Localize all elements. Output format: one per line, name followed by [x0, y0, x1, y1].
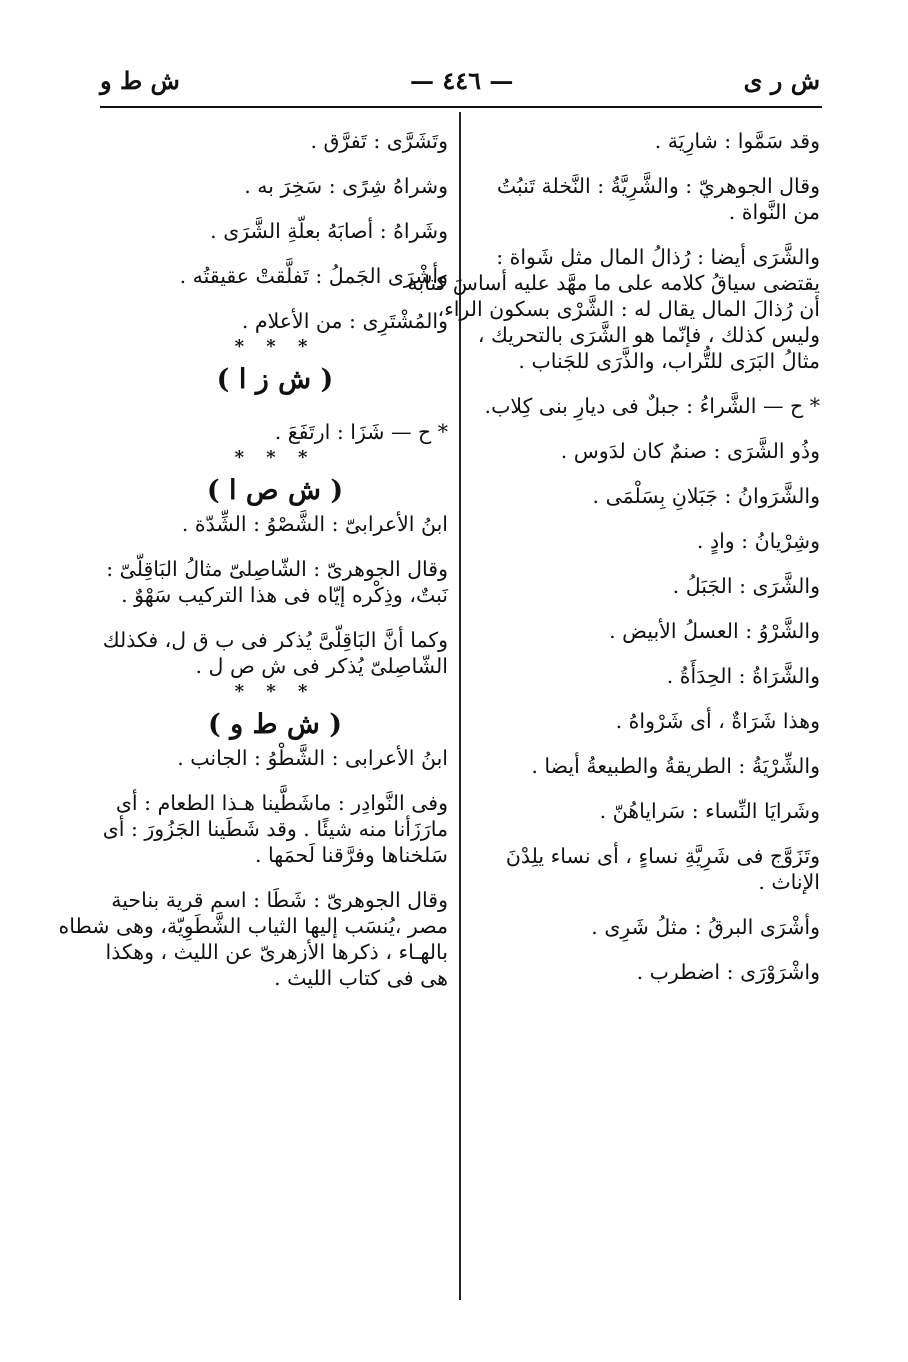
entry-line: مثالُ البَرَى للتُّراب، والذَّرَى للجَناب .	[518, 349, 820, 373]
entry-line: وفى النَّوادِر : ماشَطَّينا هـذا الطعام : أى	[115, 791, 448, 815]
entry-line: وكما أنَّ البَاقِلّىَّ يُذكر فى ب ق ل، فكذلك	[102, 628, 448, 652]
entry-line: نَبتٌ، وذِكْره إيّاه فى هذا التركيب سَهْوٌ .	[121, 583, 448, 607]
entry-line: وشراهُ شِرًى : سَخِرَ به .	[244, 174, 448, 198]
entry-line: والشِّرْيَةُ : الطريقةُ والطبيعةُ أيضا .	[531, 754, 820, 778]
header-root-left: ش ط و	[100, 65, 180, 95]
entry-line: وتَشَرَّى : تَفرَّق .	[310, 129, 448, 153]
entry-line: الإناث .	[758, 870, 820, 894]
entry-line: وقال الجوهرىّ : شَطَا : اسم قرية بناحية	[111, 888, 448, 912]
entry-line: واشْرَوْرَى : اضطرب .	[636, 960, 820, 984]
entry-line: وشَرايَا النِّساء : سَراياهُنّ .	[599, 799, 820, 823]
page-number: — ٤٤٦ —	[410, 65, 514, 95]
entry-line: ابنُ الأعرابىّ : الشَّصْوُ : الشِّدّة .	[181, 512, 448, 536]
entry-line: سَلخناها وفرَّقنا لَحمَها .	[254, 843, 448, 867]
entry-line: وأشْرَى الجَملُ : تَفلَّقتْ عقيقتُه .	[179, 264, 448, 288]
entry-line: مصر ،يُنسَب إليها الثياب الشَّطَوِيّة، وهى شطاه	[58, 914, 448, 938]
entry-line: بالهـاء ، ذكرها الأزهرىّ عن الليث ، وهكذا	[105, 940, 448, 964]
entry-line: والشَّرَى : الجَبَلُ .	[672, 574, 820, 598]
entry-line: والشَّرَوانُ : جَبَلانِ بِسَلْمَى .	[592, 484, 820, 508]
entry-line: وشَراهُ : أصابَهُ بعلّةِ الشَّرَى .	[210, 219, 448, 243]
entry-line: الشّاصِلىّ يُذكر فى ش ص ل .	[195, 654, 448, 678]
entry-line: يقتضى سياقُ كلامه على ما مهَّد عليه أساسَ كتابه	[407, 271, 820, 295]
entry-line: ابنُ الأعرابى : الشَّطْوُ : الجانب .	[177, 746, 448, 770]
section-heading: ( ش ص ا )	[206, 475, 344, 506]
entry-line: وأشْرَى البرقُ : مثلُ شَرِى .	[591, 915, 820, 939]
entry-line: وشِرْيانُ : وادٍ .	[696, 529, 820, 553]
entry-line: والشَّرْوُ : العسلُ الأبيض .	[609, 619, 820, 643]
entry-line: من النَّواة .	[728, 200, 820, 224]
right-column	[407, 128, 820, 985]
left-column	[58, 128, 448, 991]
entry-line: * ح — الشَّراءُ : جبلٌ فى ديارِ بنى كِلاب.	[484, 394, 820, 418]
section-heading: ( ش ز ا )	[216, 364, 334, 395]
entry-line: مارَزَأنا منه شيئًا . وقد شَطَينا الجَزُورَ : أى	[102, 817, 448, 841]
separator-stars: * * *	[234, 681, 316, 702]
entry-line: والشَّرَاةُ : الحِدَأَةُ .	[666, 664, 820, 688]
entry-line: وليس كذلك ، فإنّما هو الشَّرَى بالتحريك ،	[477, 323, 820, 347]
header-root-right: ش ر ى	[743, 65, 820, 95]
separator-stars: * * *	[234, 447, 316, 468]
entry-line: وذُو الشَّرَى : صنمٌ كان لدَوس .	[560, 439, 820, 463]
entry-line: والمُشْتَرِى : من الأعلام .	[241, 309, 448, 333]
page-header	[100, 58, 820, 102]
entry-line: وقال الجوهريّ : والشَّرِيَّةُ : النَّخلة تَنبُتُ	[496, 174, 820, 198]
entry-line: وهذا شَرَاةٌ ، أى شَرْواهُ .	[615, 709, 820, 733]
header-rule	[100, 106, 822, 108]
separator-stars: * * *	[234, 336, 316, 357]
entry-line: وقد سَمَّوا : شارِيَة .	[654, 129, 820, 153]
section-heading: ( ش ط و )	[207, 709, 343, 740]
entry-line: هى فى كتاب الليث .	[274, 966, 448, 990]
entry-line: وقال الجوهرىّ : الشّاصِلىّ مثالُ البَاقِلّىّ :	[106, 557, 448, 581]
entry-line: * ح — شَزَا : ارتَفَعَ .	[274, 420, 448, 444]
entry-line: أن رُذالَ المال يقال له : الشَّرْى بسكون الراء،	[437, 297, 820, 321]
entry-line: وتَزَوَّج فى شَرِيَّةِ نساءٍ ، أى نساء يلِدْنَ	[505, 844, 820, 868]
entry-line: والشَّرَى أيضا : رُذالُ المال مثل شَواة :	[496, 245, 820, 269]
